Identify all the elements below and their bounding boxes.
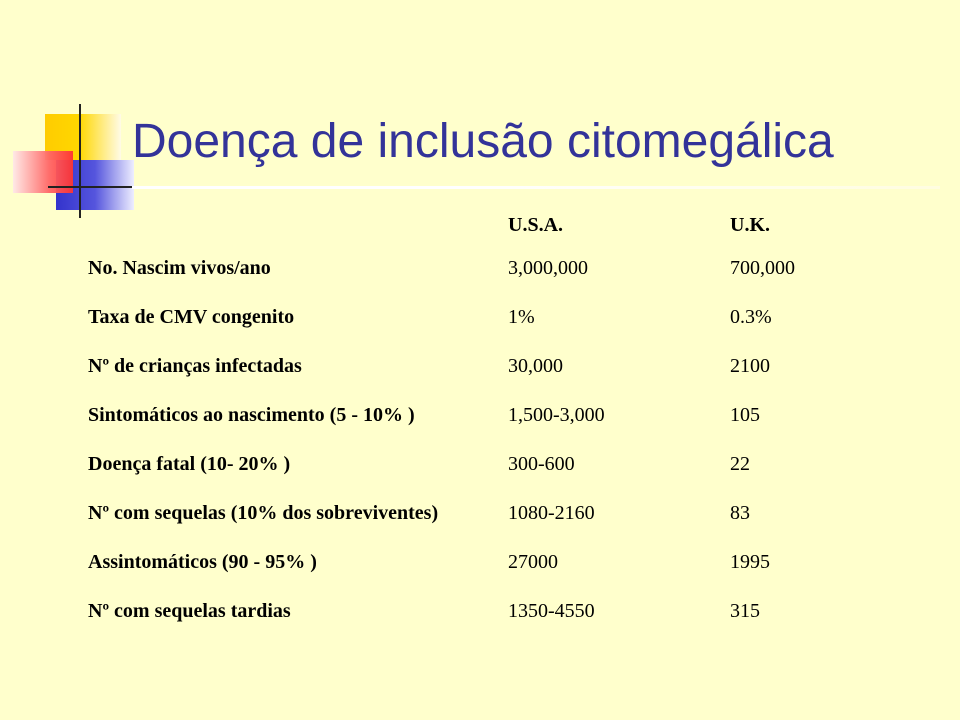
header-usa: U.S.A. <box>508 213 564 236</box>
table-row <box>88 342 850 391</box>
table-row <box>88 538 850 587</box>
cmv-statistics-table <box>88 206 850 636</box>
row-uk-value: 700,000 <box>730 257 795 279</box>
table-row <box>88 489 850 538</box>
table-row <box>88 587 850 636</box>
header-uk: U.K. <box>730 213 770 236</box>
row-label: No. Nascim vivos/ano <box>88 257 271 279</box>
title-underline <box>132 186 940 189</box>
table-row <box>88 391 850 440</box>
row-usa-value: 300-600 <box>508 453 575 475</box>
row-uk-value: 1995 <box>730 551 770 573</box>
header-blank <box>88 206 508 244</box>
table-row <box>88 293 850 342</box>
row-label: Doença fatal (10- 20% ) <box>88 453 291 475</box>
row-uk-value: 83 <box>730 502 750 524</box>
row-uk-value: 105 <box>730 404 760 426</box>
row-label: Nº com sequelas (10% dos sobreviventes) <box>88 502 439 524</box>
row-uk-value: 22 <box>730 453 750 475</box>
row-label: Nº de crianças infectadas <box>88 355 302 377</box>
row-uk-value: 2100 <box>730 355 770 377</box>
row-usa-value: 1080-2160 <box>508 502 595 524</box>
row-usa-value: 27000 <box>508 551 558 573</box>
row-usa-value: 3,000,000 <box>508 257 588 279</box>
row-uk-value: 315 <box>730 600 760 622</box>
row-label: Taxa de CMV congenito <box>88 306 295 328</box>
row-label: Sintomáticos ao nascimento (5 - 10% ) <box>88 404 415 426</box>
row-usa-value: 30,000 <box>508 355 563 377</box>
row-label: Assintomáticos (90 - 95% ) <box>88 551 317 573</box>
table-header-row <box>88 206 850 244</box>
table-row <box>88 244 850 293</box>
row-label: Nº com sequelas tardias <box>88 600 291 622</box>
page-title: Doença de inclusão citomegálica <box>132 115 834 168</box>
row-uk-value: 0.3% <box>730 306 772 328</box>
table-row <box>88 440 850 489</box>
row-usa-value: 1,500-3,000 <box>508 404 605 426</box>
row-usa-value: 1350-4550 <box>508 600 595 622</box>
row-usa-value: 1% <box>508 306 535 328</box>
